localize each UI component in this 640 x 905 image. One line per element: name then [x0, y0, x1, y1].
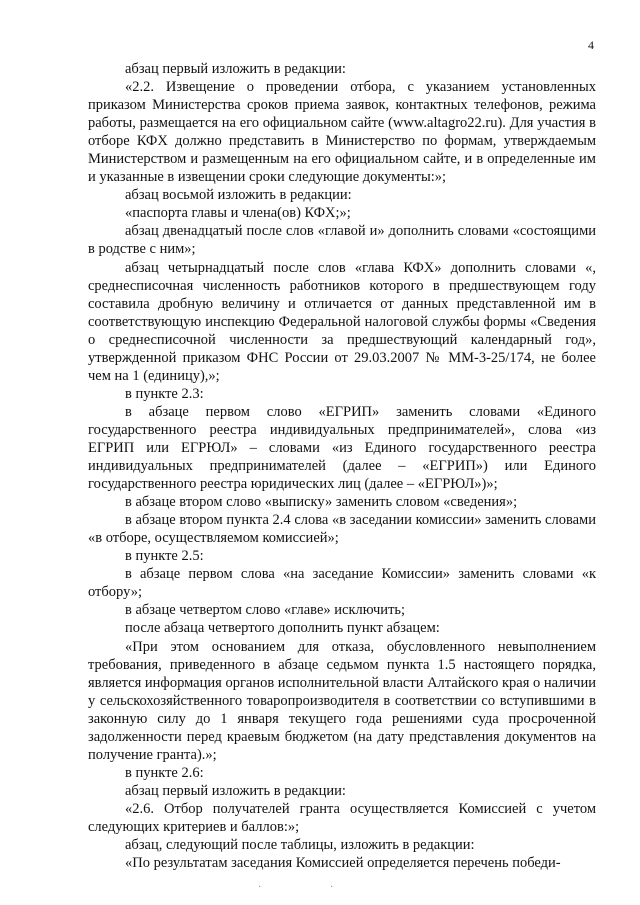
paragraph: в пункте 2.5: [125, 548, 204, 565]
paragraph: «По результатам заседания Комиссией определяется перечень победи- [125, 855, 561, 872]
paragraph: абзац первый изложить в редакции: [125, 61, 346, 77]
paragraph: абзац, следующий после таблицы, изложить в редакции: [125, 837, 475, 854]
paragraph: после абзаца четвертого дополнить пункт абзацем: [125, 620, 440, 637]
paragraph: в абзаце первом слова «на заседание Комиссии» заменить словами «к отбору»; [88, 566, 596, 601]
paragraph: «2.6. Отбор получателей гранта осуществляется Комиссией с учетом следующих критериев и баллов:»; [88, 800, 596, 835]
document-body [88, 60, 596, 872]
paragraph: в пункте 2.3: [125, 385, 204, 402]
paragraph: абзац первый изложить в редакции: [125, 782, 346, 799]
paragraph: «паспорта главы и члена(ов) КФХ;»; [125, 205, 351, 222]
paragraph: в абзаце первом слово «ЕГРИП» заменить словами «Единого государственного реестра индивидуальных предпринимателей», слова «из ЕГРИП или ЕГРЮЛ» – словами «из Единого государственного реестра индивидуальных предпринимателей (далее – «ЕГРИП») или Единого государственного реестра юридических лиц (далее – «ЕГРЮЛ»)»; [88, 403, 596, 493]
page-number: 4 [588, 38, 594, 52]
paragraph: в абзаце втором слово «выписку» заменить словом «сведения»; [125, 494, 518, 511]
paragraph: в абзаце втором пункта 2.4 слова «в заседании комиссии» заменить словами «в отборе, осуществляемом комиссией»; [88, 512, 596, 547]
paragraph: в абзаце четвертом слово «главе» исключить; [125, 602, 406, 619]
scan-dot: · [330, 882, 334, 893]
paragraph: в пункте 2.6: [125, 764, 204, 781]
paragraph: абзац четырнадцатый после слов «глава КФХ» дополнить словами «, среднесписочная численность работников которого в предшествующем году составила дробную величину и отличается от данных представленной им в соответствующую инспекцию Федеральной налоговой службы формы «Сведения о среднесписочной численности за предшествующий календарный год», утвержденной приказом ФНС России от 29.03.2007 № ММ-3-25/174, не более чем на 1 (единицу),»; [88, 259, 596, 384]
scan-dot: · [258, 882, 262, 893]
paragraph: абзац двенадцатый после слов «главой и» дополнить словами «состоящими в родстве с ним»; [88, 223, 596, 258]
paragraph: «2.2. Извещение о проведении отбора, с указанием установленных приказом Министерства сроков приема заявок, контактных телефонов, режима работы, размещается на его официальном сайте (www.altagro22.ru). Для участия в отборе КФХ должно представить в Министерство по формам, утверждаемым Министерством и размещенным на его официальном сайте, и в определенные им и указанные в извещении сроки следующие документы:»; [88, 79, 596, 186]
paragraph: «При этом основанием для отказа, обусловленного невыполнением требования, приведенного в абзаце седьмом пункта 1.5 настоящего порядка, является информация органов исполнительной власти Алтайского края о наличии у сельскохозяйственного товаропроизводителя в соответствии со вступившими в законную силу до 1 января текущего года решениями суда просроченной задолженности перед краевым бюджетом (на дату представления документов на получение гранта).»; [88, 638, 596, 763]
paragraph: абзац восьмой изложить в редакции: [125, 187, 352, 204]
